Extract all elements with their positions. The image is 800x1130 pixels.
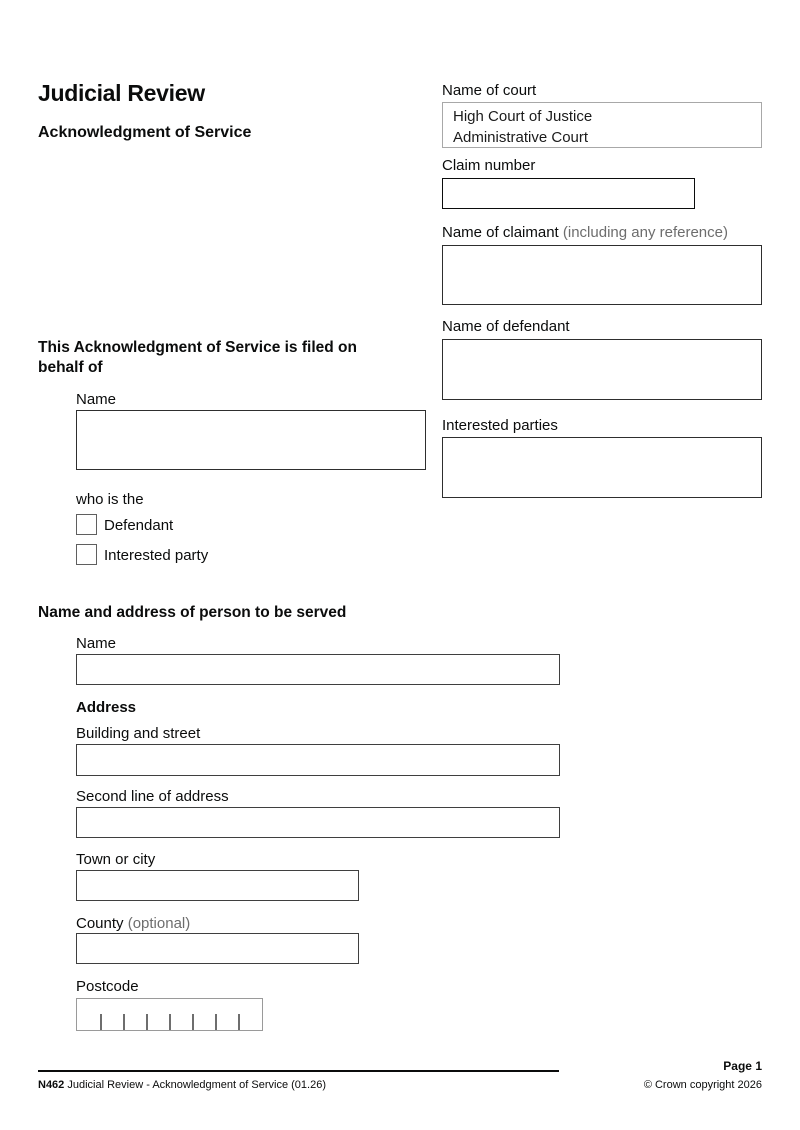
page-number: Page 1 <box>723 1059 762 1073</box>
postcode-cell-divider <box>169 1014 171 1030</box>
who-is-the-label: who is the <box>76 491 144 508</box>
postcode-cell-divider <box>123 1014 125 1030</box>
building-and-street-input[interactable] <box>76 744 560 776</box>
county-label <box>76 915 190 932</box>
behalf-name-label: Name <box>76 391 117 408</box>
postcode-input[interactable] <box>76 998 263 1031</box>
form-title: Judicial Review - Acknowledgment of Service (01.26) <box>67 1079 326 1091</box>
footer-form-reference <box>38 1079 326 1092</box>
interested-parties-input[interactable] <box>442 437 762 498</box>
town-or-city-label: Town or city <box>76 851 156 868</box>
town-or-city-input[interactable] <box>76 870 359 901</box>
court-value-line2: Administrative Court <box>453 129 589 146</box>
filed-on-behalf-heading: This Acknowledgment of Service is filed on behalf of <box>38 339 357 376</box>
postcode-cell-divider <box>238 1014 240 1030</box>
name-of-defendant-label: Name of defendant <box>442 318 570 335</box>
name-of-court-box[interactable] <box>442 102 762 148</box>
postcode-cell-divider <box>215 1014 217 1030</box>
building-and-street-label: Building and street <box>76 725 201 742</box>
name-of-claimant-label <box>442 224 728 241</box>
interested-parties-label: Interested parties <box>442 417 558 434</box>
name-of-defendant-input[interactable] <box>442 339 762 400</box>
defendant-checkbox[interactable] <box>76 514 97 535</box>
postcode-cell-divider <box>146 1014 148 1030</box>
footer-rule <box>38 1070 559 1072</box>
postcode-cell-divider <box>192 1014 194 1030</box>
postcode-label: Postcode <box>76 978 139 995</box>
interested-party-checkbox[interactable] <box>76 544 97 565</box>
crown-copyright: © Crown copyright 2026 <box>643 1079 762 1091</box>
person-to-be-served-heading: Name and address of person to be served <box>38 604 347 621</box>
county-label-hint: (optional) <box>127 915 191 932</box>
claimant-label-hint: (including any reference) <box>562 224 728 241</box>
page-title: Judicial Review <box>38 80 205 106</box>
court-value-line1: High Court of Justice <box>453 108 593 125</box>
county-label-text: County <box>76 915 124 932</box>
served-name-input[interactable] <box>76 654 560 685</box>
second-line-label: Second line of address <box>76 788 229 805</box>
interested-party-checkbox-label: Interested party <box>104 547 209 564</box>
claimant-label-text: Name of claimant <box>442 224 559 241</box>
behalf-name-input[interactable] <box>76 410 426 470</box>
second-line-input[interactable] <box>76 807 560 838</box>
served-name-label: Name <box>76 635 117 652</box>
county-input[interactable] <box>76 933 359 964</box>
claim-number-input[interactable] <box>442 178 695 209</box>
form-code: N462 <box>38 1079 65 1091</box>
claim-number-label: Claim number <box>442 157 536 174</box>
address-heading: Address <box>76 699 137 716</box>
page-subtitle: Acknowledgment of Service <box>38 124 252 141</box>
defendant-checkbox-label: Defendant <box>104 517 174 534</box>
name-of-claimant-input[interactable] <box>442 245 762 305</box>
postcode-cell-divider <box>100 1014 102 1030</box>
name-of-court-label: Name of court <box>442 82 537 99</box>
